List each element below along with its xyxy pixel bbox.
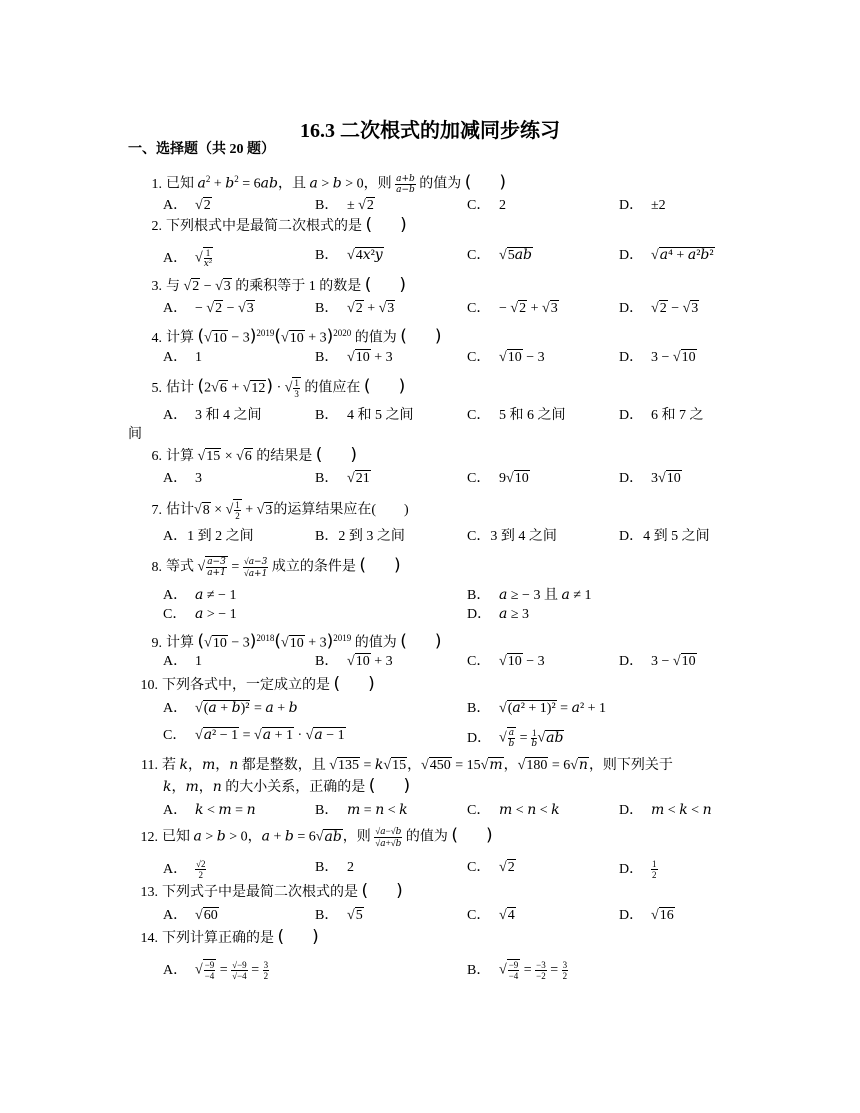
q8-option-b: B． a ≥ − 3 且 a ≠ 1: [467, 587, 592, 603]
q10-option-b: B． √(a² + 1)² = a² + 1: [467, 700, 607, 716]
q4-option-b: B． √10 + 3: [315, 350, 393, 365]
question-11-cont: k，m，n 的大小关系，正确的是 ( ): [163, 776, 411, 796]
q9-option-d: D． 3 − √10: [619, 654, 696, 669]
q12-option-d: D． $\frac{1}{2}$: [619, 859, 657, 880]
question-7: 7. 估计√8 × √ $\frac{1}{2}$ + √3的运算结果应在( ): [151, 500, 409, 521]
q9-option-c: C． √10 − 3: [467, 654, 545, 669]
q7-option-d: D．4 到 5 之间: [619, 529, 710, 544]
q11-option-a: A． k < m = n: [163, 802, 256, 818]
q12-option-b: B． 2: [315, 860, 354, 875]
q13-option-a: A． √60: [163, 908, 218, 923]
q7-option-c: C．3 到 4 之间: [467, 529, 557, 544]
q9-option-b: B． √10 + 3: [315, 654, 393, 669]
question-12: 12. 已知 a > b > 0，a + b = 6√ab，则 $\frac{√a-√b}{√a+√b}$ 的值为 ( ): [140, 825, 493, 849]
q5-option-b: B． 4 和 5 之间: [315, 408, 414, 423]
q11-option-c: C． m < n < k: [467, 802, 560, 818]
question-4: 4. 计算 $(√10 - 3)^{2019}(√10 + 3)^{2020}$ 的值为 ( ): [151, 326, 442, 347]
question-11: 11. 若 k，m，n 都是整数，且 √135 = k√15，√450 = 15√m，√180 = 6√n，则下列关于: [141, 757, 673, 773]
q5-option-d-wrap: 间: [128, 427, 142, 442]
q13-option-b: B． √5: [315, 908, 363, 923]
q1-option-d: D． ±2: [619, 198, 666, 213]
q6-option-a: A． 3: [163, 471, 202, 486]
q1-option-b: B． ± √2: [315, 198, 374, 213]
q14-option-a: A． √ $\frac{-9}{-4}$ = $\frac{√-9}{√-4}$ = $\frac{3}{2}$: [163, 960, 269, 981]
question-1: 1. 已知 $a^2 + b^2 = 6ab$，且 a > b > 0，则 $\frac{a+b}{a-b}$ 的值为 ( ): [151, 172, 507, 195]
q13-option-d: D． √16: [619, 908, 674, 923]
q14-option-b: B． √ $\frac{-9}{-4}$ = $\frac{-3}{-2}$ = $\frac{3}{2}$: [467, 960, 568, 981]
q2-option-c: C． √5ab: [467, 247, 532, 263]
q6-option-d: D． 3√10: [619, 471, 681, 486]
page-title: 16.3 二次根式的加减同步练习: [300, 120, 560, 142]
q2-option-d: D． √a⁴ + a²b²: [619, 247, 714, 263]
question-8: 8. 等式 √ $\frac{a-3}{a+1}$ = $\frac{√a-3}{√a+1}$ 成立的条件是 ( ): [151, 555, 401, 579]
question-9: 9. 计算 $(√10 - 3)^{2018}(√10 + 3)^{2019}$ 的值为 ( ): [151, 631, 442, 652]
q11-option-d: D． m < k < n: [619, 802, 712, 818]
q4-option-c: C． √10 − 3: [467, 350, 545, 365]
q4-option-a: A． 1: [163, 350, 202, 365]
q12-option-a: A． $\frac{√2}{2}$: [163, 859, 206, 880]
q10-option-d: D． √ $\frac{a}{b}$ = $\frac{1}{b}$ √ab: [467, 728, 564, 749]
question-2: 2. 下列根式中是最简二次根式的是 ( ): [151, 215, 407, 235]
q11-option-b: B． m = n < k: [315, 802, 408, 818]
q12-option-c: C． √2: [467, 860, 515, 875]
question-5: 5. 估计 (2√6 + √12) · √ $\frac{1}{3}$ 的值应在 ( ): [151, 376, 406, 399]
q8-option-d: D． a ≥ 3: [467, 606, 530, 622]
q3-option-b: B． √2 + √3: [315, 301, 395, 316]
q7-option-b: B．2 到 3 之间: [315, 529, 405, 544]
q3-option-a: A． − √2 − √3: [163, 301, 254, 316]
q3-option-c: C． − √2 + √3: [467, 301, 558, 316]
q9-option-a: A． 1: [163, 654, 202, 669]
q10-option-c: C． √a² − 1 = √a + 1 · √a − 1: [163, 727, 345, 743]
question-13: 13. 下列式子中是最简二次根式的是 ( ): [140, 881, 403, 901]
question-14: 14. 下列计算正确的是 ( ): [140, 927, 319, 947]
q2-option-b: B． √4x²y: [315, 247, 383, 263]
q5-option-d: D． 6 和 7 之: [619, 408, 704, 423]
section-heading: 一、选择题（共 20 题）: [128, 142, 275, 157]
q6-option-c: C． 9√10: [467, 471, 529, 486]
question-10: 10. 下列各式中，一定成立的是 ( ): [140, 674, 375, 694]
q13-option-c: C． √4: [467, 908, 515, 923]
q2-option-a: A． √ $\frac{1}{\text{x²}}$: [163, 248, 213, 269]
q1-option-c: C． 2: [467, 198, 506, 213]
question-3: 3. 与 √2 − √3 的乘积等于 1 的数是 ( ): [151, 275, 407, 295]
q4-option-d: D． 3 − √10: [619, 350, 696, 365]
q5-option-c: C． 5 和 6 之间: [467, 408, 566, 423]
q8-option-a: A． a ≠ − 1: [163, 587, 237, 603]
q1-option-a: A． √2: [163, 198, 211, 213]
q8-option-c: C． a > − 1: [163, 606, 237, 622]
q7-option-a: A．1 到 2 之间: [163, 529, 254, 544]
question-6: 6. 计算 √15 × √6 的结果是 ( ): [151, 445, 358, 465]
q3-option-d: D． √2 − √3: [619, 301, 699, 316]
q10-option-a: A． √(a + b)² = a + b: [163, 700, 298, 716]
q5-option-a: A． 3 和 4 之间: [163, 408, 262, 423]
q6-option-b: B． √21: [315, 471, 370, 486]
